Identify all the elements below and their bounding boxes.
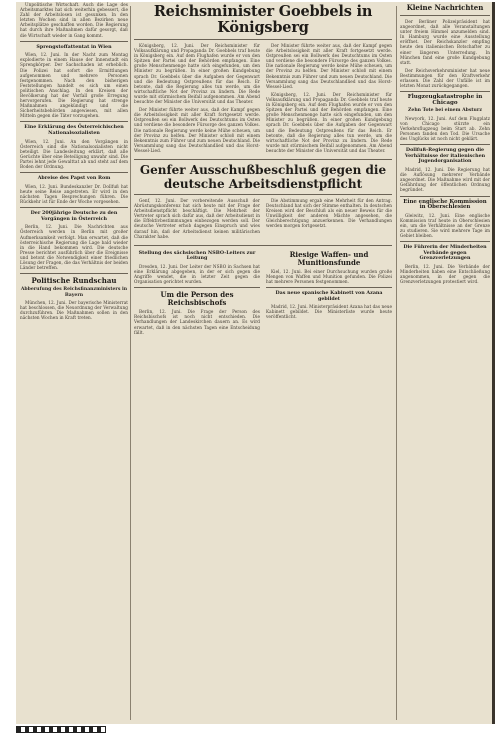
- column-rule: [396, 6, 397, 720]
- middle-column: [134, 2, 392, 338]
- divider: [20, 273, 128, 274]
- scale-ruler: [16, 726, 106, 733]
- section-text: [20, 184, 128, 204]
- sub-title: Das neue spanische Kabinett von Azana gebildet: [275, 290, 383, 302]
- headline-verbaende: Die Führerin der Minderheiten Verbände gegen Grenzverletzungen: [403, 244, 487, 262]
- sub-title: Um die Person des Reichsbischofs: [160, 290, 234, 308]
- sub-text: [266, 304, 392, 319]
- section-text: [20, 224, 128, 270]
- section-text: [20, 300, 128, 320]
- article-columns: [134, 43, 392, 156]
- article-text-col: [134, 198, 260, 242]
- section-paragraph: Wien, 12. Juni. An den Vorgängen in Österreich sind die Nationalsozialisten nicht beteiligt. Die Landesleitung erklärt, daß alle Gerüchte über eine Beteiligung unwahr sind. Die Partei lehnt jede Gewalttat ab und steht auf dem Boden der Ordnung.: [20, 138, 128, 170]
- right-paragraph: Madrid, 12. Juni. Die Regierung hat die Auflösung mehrerer Verbände angeordnet. Die Maßnahme wird mit der Gefährdung der öffentlichen Ordnung begründet.: [400, 167, 490, 193]
- article-paragraph: Königsberg, 12. Juni. Der Reichsminister für Volksaufklärung und Propaganda Dr. Goebbels traf heute in Königsberg ein. Auf dem Flughafen wurde er von den Spitzen der Partei und der Behörden empfangen. Eine große Menschenmenge hatte sich eingefunden, um den Minister zu begrüßen. In einer großen Kundgebung sprach Dr. Goebbels über die Aufgaben der Gegenwart und die Bedeutung Ostpreußens für das Reich. Er betonte, daß die Regierung alles tun werde, um die wirtschaftliche Not der Provinz zu lindern. Die Rede wurde mit stürmischem Beifall aufgenommen. Am Abend besuchte der Minister die Universität und das Theater.: [134, 43, 260, 105]
- divider: [400, 144, 490, 145]
- divider: [400, 91, 490, 92]
- right-paragraph: Newyork, 12. Juni. Auf dem Flugplatz von Chicago stürzte ein Verkehrsflugzeug beim Start ab. Zehn Personen fanden den Tod. Die Ursache des Unglücks ist noch nicht geklärt.: [400, 115, 490, 142]
- section-paragraph: Wien, 12. Juni. Bundeskanzler Dr. Dollfuß hat heute seine Reise angetreten. Er wird in den nächsten Tagen Besprechungen führen. Die Rückkehr ist für Ende der Woche vorgesehen.: [20, 183, 128, 205]
- article-columns: [134, 249, 392, 338]
- section-paragraph: Wien, 12. Juni. In der Nacht zum Montag explodierte in einem Hause der Innenstadt ein Sprengkörper. Der Sachschaden ist erheblich. Die Polizei hat sofort die Ermittlungen aufgenommen und mehrere Personen festgenommen. Nach den bisherigen Feststellungen handelt es sich um einen politischen Anschlag. In den Kreisen der Bevölkerung hat der Vorfall große Erregung hervorgerufen. Die Regierung hat strenge Maßnahmen angekündigt und die Sicherheitsbehörden angewiesen, mit allen Mitteln gegen die Täter vorzugehen.: [20, 52, 128, 119]
- sub-text: [134, 264, 260, 284]
- section-paragraph: Berlin, 12. Juni. Die Nachrichten aus Österreich werden in Berlin mit großer Aufmerksamkeit verfolgt. Man erwartet, daß die österreichische Regierung die Lage bald wieder in die Hand bekommen wird. Die deutsche Presse berichtet ausführlich über die Ereignisse und betont die Notwendigkeit einer friedlichen Lösung der Fragen, die das Verhältnis der beiden Länder betreffen.: [20, 224, 128, 271]
- divider: [266, 287, 392, 288]
- article-text-col: [134, 43, 260, 156]
- article-paragraph: Genf, 12. Juni. Der vorbereitende Ausschuß der Abrüstungskonferenz hat sich heute mit der Frage der Arbeitsdienstpflicht beschäftigt. Die Mehrheit der Vertreter sprach sich dafür aus, daß der Arbeitsdienst in die Effektivbestimmungen einbezogen werden soll. Der deutsche Vertreter erhob dagegen Einspruch und wies darauf hin, daß der Arbeitsdienst keinen militärischen Charakter habe.: [134, 197, 260, 239]
- sub-text: [134, 309, 260, 334]
- left-top-paragraph: Unpolitische Wirtschaft. Auch die Lage des Arbeitsmarktes hat sich weiterhin gebessert, die Zahl der Arbeitslosen ist gesunken. In den letzten Wochen sind in allen Bezirken neue Arbeitsplätze geschaffen worden. Die Regierung hat durch ihre Maßnahmen dafür gesorgt, daß die Wirtschaft wieder in Gang kommt.: [20, 2, 128, 38]
- article-paragraph: Der Minister führte weiter aus, daß der Kampf gegen die Arbeitslosigkeit mit aller Kraft fortgesetzt werde. Ostpreußen sei ein Bollwerk des Deutschtums im Osten und verdiene die besondere Fürsorge des ganzen Volkes. Die nationale Regierung werde keine Mühe scheuen, um der Provinz zu helfen. Der Minister schloß mit einem Bekenntnis zum Führer und zum neuen Deutschland. Die Versammlung sang das Deutschlandlied und das Horst-Wessel-Lied.: [134, 107, 260, 153]
- sub-column: [134, 249, 260, 338]
- right-text: [400, 264, 490, 284]
- right-text: [400, 19, 490, 88]
- column-rule: [130, 6, 131, 720]
- section-text: [20, 139, 128, 170]
- section-paragraph: München, 12. Juni. Der bayerische Ministerrat hat beschlossen, die Neuordnung der Verwaltung durchzuführen. Die Maßnahmen sollen in den nächsten Wochen in Kraft treten.: [20, 300, 128, 321]
- right-paragraph: Gleiwitz, 12. Juni. Eine englische Kommission traf heute in Oberschlesien ein, um die Verhältnisse an der Grenze zu studieren. Sie wird mehrere Tage im Gebiet bleiben.: [400, 212, 490, 239]
- headline-kommission: Eine englische Kommission in Oberschlesien: [403, 198, 487, 211]
- article-text-col: [266, 43, 392, 156]
- right-text: [400, 116, 490, 141]
- sub-title: Riesige Waffen- und Munitionsfunde: [289, 249, 369, 267]
- divider: [134, 287, 260, 288]
- divider: [400, 196, 490, 197]
- headline-genf: Genfer Ausschußbeschluß gegen die deutsche Arbeitsdienstpflicht: [139, 162, 387, 191]
- right-paragraph: Der Reichsverkehrsminister hat neue Bestimmungen für den Kraftverkehr erlassen. Die Zahl der Unfälle ist im letzten Monat zurückgegangen.: [400, 67, 490, 89]
- article-paragraph: Der Minister führte weiter aus, daß der Kampf gegen die Arbeitslosigkeit mit aller Kraft fortgesetzt werde. Ostpreußen sei ein Bollwerk des Deutschtums im Osten und verdiene die besondere Fürsorge des ganzen Volkes. Die nationale Regierung werde keine Mühe scheuen, um der Provinz zu helfen. Der Minister schloß mit einem Bekenntnis zum Führer und zum neuen Deutschland. Die Versammlung sang das Deutschlandlied und das Horst-Wessel-Lied.: [266, 43, 392, 89]
- sub-paragraph: Madrid, 12. Juni. Ministerpräsident Azana hat das neue Kabinett gebildet. Die Ministerliste wurde heute veröffentlicht.: [266, 304, 392, 320]
- headline-dollfuss: Dollfuß-Regierung gegen die Verhältnisse der italienischen Jugendorganisation: [404, 147, 486, 165]
- sub-paragraph: Dresden, 12. Juni. Der Leiter der NSBO in Sachsen hat eine Erklärung abgegeben, in der er sich gegen die Angriffe wendet, die in letzter Zeit gegen die Organisation gerichtet wurden.: [134, 263, 260, 285]
- headline-box: [134, 159, 392, 195]
- newspaper-page: [16, 2, 495, 724]
- right-text: [400, 213, 490, 238]
- section-text: [20, 52, 128, 118]
- right-column: [400, 2, 490, 287]
- divider: [400, 241, 490, 242]
- right-text: [400, 167, 490, 192]
- sub-column: [266, 249, 392, 338]
- headline-kleine-nachrichten: Kleine Nachrichten: [406, 3, 484, 12]
- sub-paragraph: Kiel, 12. Juni. Bei einer Durchsuchung wurden große Mengen von Waffen und Munition gefunden. Die Polizei hat mehrere Personen festgenommen.: [266, 268, 392, 284]
- section-title: Eine Erklärung des Österreichischen Nationalsozialisten: [24, 124, 124, 137]
- sub-title: Stellung des sächsischen NSBO-Leiters zur Leitung: [138, 249, 256, 262]
- section-title: Sprengstoffattentat in Wien: [36, 43, 112, 50]
- article-paragraph: Die Abstimmung ergab eine Mehrheit für den Antrag. Deutschland hat sich der Stimme enthalten. In deutschen Kreisen wird der Beschluß als ein neuer Beweis für die Unwilligkeit der anderen Mächte angesehen, die Gleichberechtigung anzuerkennen. Die Verhandlungen werden morgen fortgesetzt.: [266, 197, 392, 229]
- sub-text: [266, 269, 392, 284]
- article-paragraph: Königsberg, 12. Juni. Der Reichsminister für Volksaufklärung und Propaganda Dr. Goebbels traf heute in Königsberg ein. Auf dem Flughafen wurde er von den Spitzen der Partei und der Behörden empfangen. Eine große Menschenmenge hatte sich eingefunden, um den Minister zu begrüßen. In einer großen Kundgebung sprach Dr. Goebbels über die Aufgaben der Gegenwart und die Bedeutung Ostpreußens für das Reich. Er betonte, daß die Regierung alles tun werde, um die wirtschaftliche Not der Provinz zu lindern. Die Rede wurde mit stürmischem Beifall aufgenommen. Am Abend besuchte der Minister die Universität und das Theater.: [266, 91, 392, 153]
- subtitle-chicago: Zehn Tote bei einem Absturz: [408, 108, 482, 114]
- divider: [20, 207, 128, 208]
- divider: [134, 39, 392, 40]
- right-paragraph: Der Berliner Polizeipräsident hat angeordnet, daß alle Veranstaltungen unter freiem Himmel anzumelden sind. In Hamburg wurde eine Ausstellung eröffnet. Der Reichskanzler empfing heute den italienischen Botschafter zu einer längeren Unterredung. In München fand eine große Kundgebung statt.: [400, 19, 490, 65]
- divider: [20, 172, 128, 173]
- section-title: Der 200jährige Deutsche zu den Vorgängen in Österreich: [30, 210, 118, 222]
- headline-goebbels: Reichsminister Goebbels in Königsberg: [153, 3, 373, 36]
- divider: [134, 245, 392, 246]
- section-title: Abreise des Papst von Rom: [37, 175, 111, 182]
- right-paragraph: Berlin, 12. Juni. Die Verbände der Minderheiten haben eine Entschließung angenommen, in der gegen die Grenzverletzungen protestiert wird.: [400, 263, 490, 285]
- article-text-col: [266, 198, 392, 242]
- left-column: [20, 2, 128, 323]
- divider: [20, 41, 128, 42]
- sub-paragraph: Berlin, 12. Juni. Die Frage der Person des Reichsbischofs ist noch nicht entschieden. Die Verhandlungen der Landeskirchen dauern an. Es wird erwartet, daß in den nächsten Tagen eine Entscheidung fällt.: [134, 309, 260, 335]
- left-top-text: [20, 2, 128, 38]
- rundschau-title: Politische Rundschau: [31, 276, 117, 286]
- divider: [400, 15, 490, 16]
- divider: [20, 121, 128, 122]
- article-columns: [134, 198, 392, 242]
- rundschau-subtitle: Abberufung des Reichsfinanzministers in Bayern: [20, 287, 128, 298]
- headline-chicago: Flugzeugkatastrophe in Chicago: [407, 94, 483, 106]
